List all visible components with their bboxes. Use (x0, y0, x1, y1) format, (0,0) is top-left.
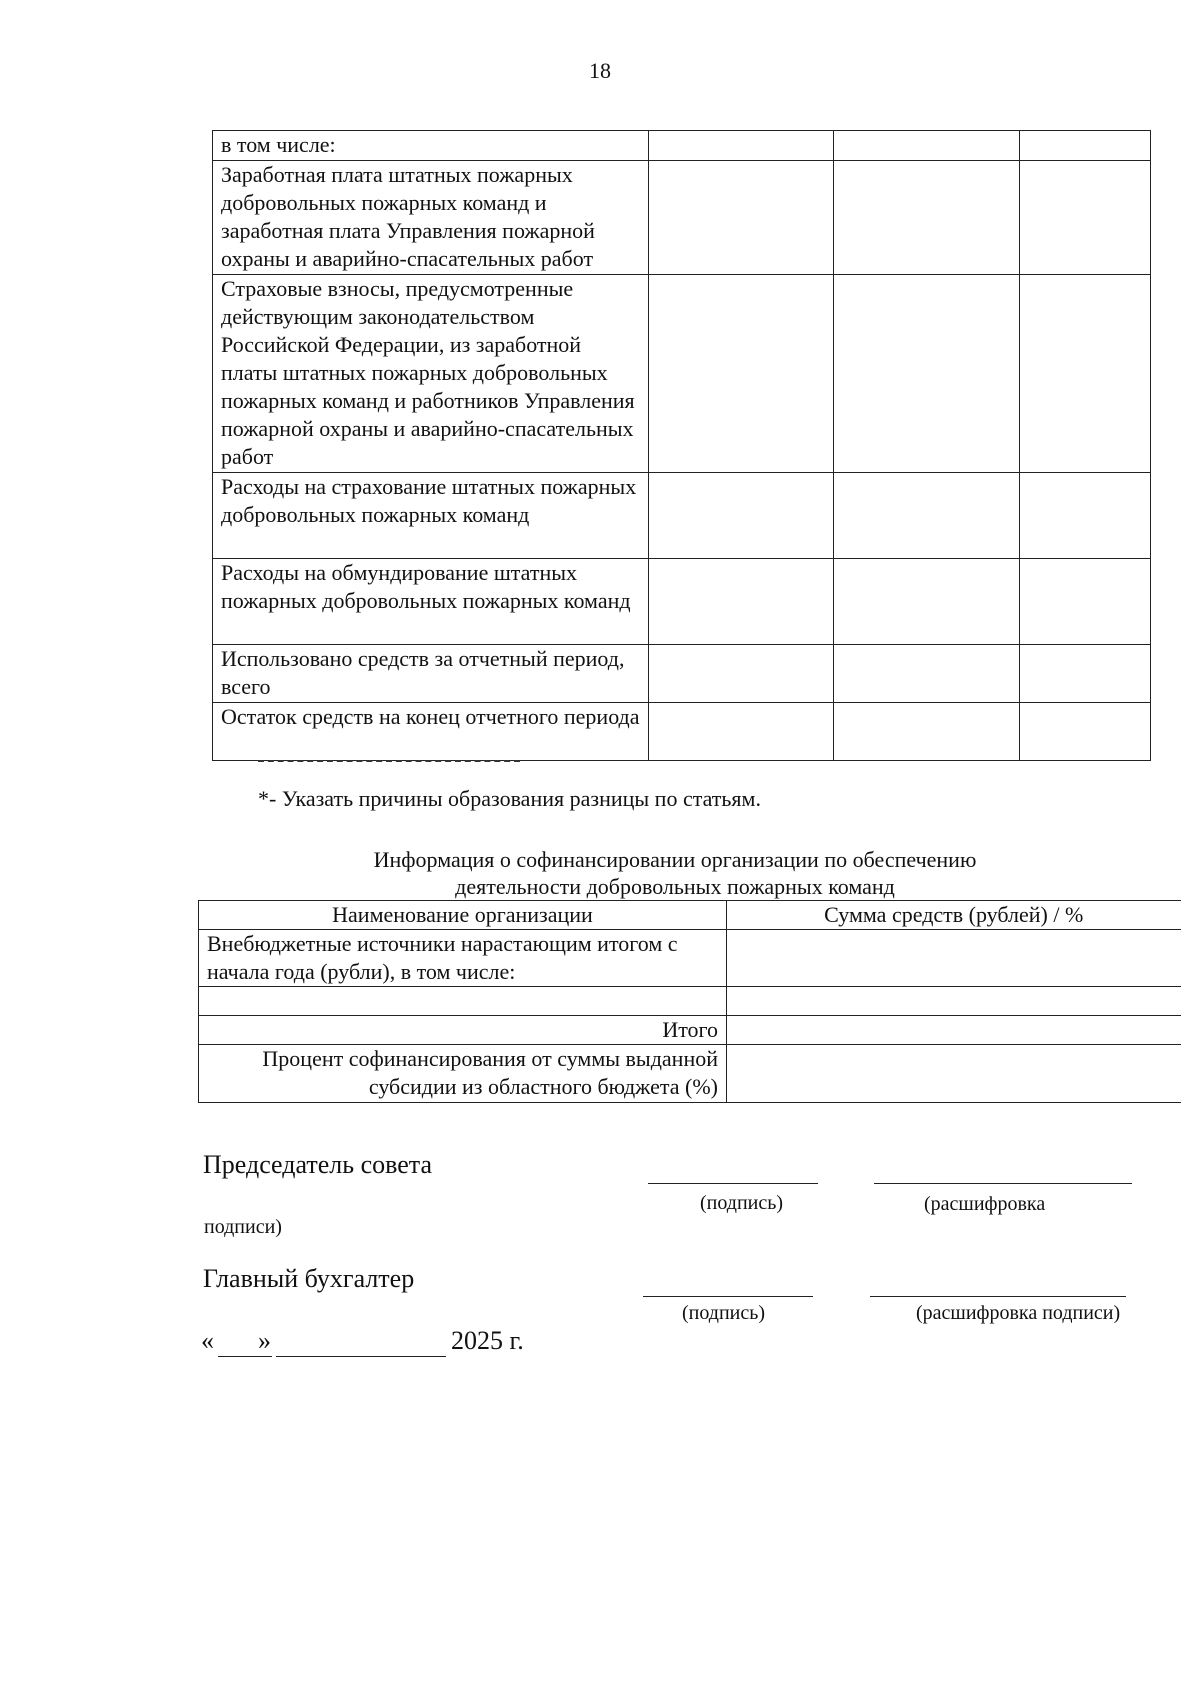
table-row (199, 1045, 1181, 1103)
row-label-including: в том числе: (213, 131, 649, 161)
header-sum: Сумма средств (рублей) / % (727, 901, 1181, 930)
table-row (199, 901, 1181, 930)
footnote-separator (258, 760, 520, 762)
row-total: Итого (199, 1016, 727, 1045)
cofinancing-table (198, 900, 1181, 1103)
row-extrabudget: Внебюджетные источники нарастающим итогом с начала года (рубли), в том числе: (199, 930, 727, 987)
table-row (213, 131, 1151, 161)
table-row (199, 987, 1181, 1016)
table-row (199, 1016, 1181, 1045)
date-month-line (276, 1356, 446, 1357)
cofinancing-title-line2: деятельности добровольных пожарных команд (455, 874, 895, 899)
cofinancing-title (200, 846, 1150, 900)
table-row (213, 559, 1151, 645)
chairman-decode-line (874, 1183, 1132, 1184)
chairman-signature-line (648, 1183, 818, 1184)
chairman-sign-caption: (подпись) (700, 1192, 784, 1214)
row-label-insurance: Расходы на страхование штатных пожарных добровольных пожарных команд (213, 473, 649, 559)
row-label-salary: Заработная плата штатных пожарных добровольных пожарных команд и заработная плата Управления пожарной охраны и аварийно-спасательных работ (213, 161, 649, 275)
chairman-decode-caption-cont: подписи) (204, 1216, 282, 1238)
accountant-decode-caption: (расшифровка подписи) (916, 1302, 1121, 1324)
date-close-quote: » (258, 1326, 271, 1355)
table-row (213, 473, 1151, 559)
row-percent: Процент софинансирования от суммы выданной субсидии из областного бюджета (%) (199, 1045, 727, 1103)
table-row (213, 645, 1151, 703)
expenses-table (212, 130, 1151, 761)
date-year: 2025 г. (451, 1326, 524, 1355)
cofinancing-title-line1: Информация о софинансировании организации по обеспечению (373, 847, 977, 872)
accountant-decode-line (870, 1296, 1126, 1297)
row-label-remainder: Остаток средств на конец отчетного периода (213, 703, 649, 761)
accountant-signature-line (643, 1296, 813, 1297)
footnote: *- Указать причины образования разницы по статьям. (258, 786, 761, 811)
row-label-used-funds: Использовано средств за отчетный период, всего (213, 645, 649, 703)
page-number: 18 (589, 58, 611, 83)
table-row (213, 703, 1151, 761)
date-open-quote: « (201, 1326, 214, 1355)
row-label-insurance-contributions: Страховые взносы, предусмотренные действующим законодательством Российской Федерации, из заработной платы штатных пожарных добровольных пожарных команд и работников Управления пожарной охраны и аварийно-спасательных работ (213, 275, 649, 473)
table-row (213, 161, 1151, 275)
table-row (213, 275, 1151, 473)
chairman-decode-caption: (расшифровка (924, 1193, 1046, 1215)
date-day-line (218, 1356, 272, 1357)
row-label-uniform: Расходы на обмундирование штатных пожарных добровольных пожарных команд (213, 559, 649, 645)
accountant-sign-caption: (подпись) (682, 1302, 766, 1324)
header-organization-name: Наименование организации (199, 901, 727, 930)
accountant-label: Главный бухгалтер (203, 1264, 415, 1293)
chairman-label: Председатель совета (203, 1150, 433, 1179)
table-row (199, 930, 1181, 987)
